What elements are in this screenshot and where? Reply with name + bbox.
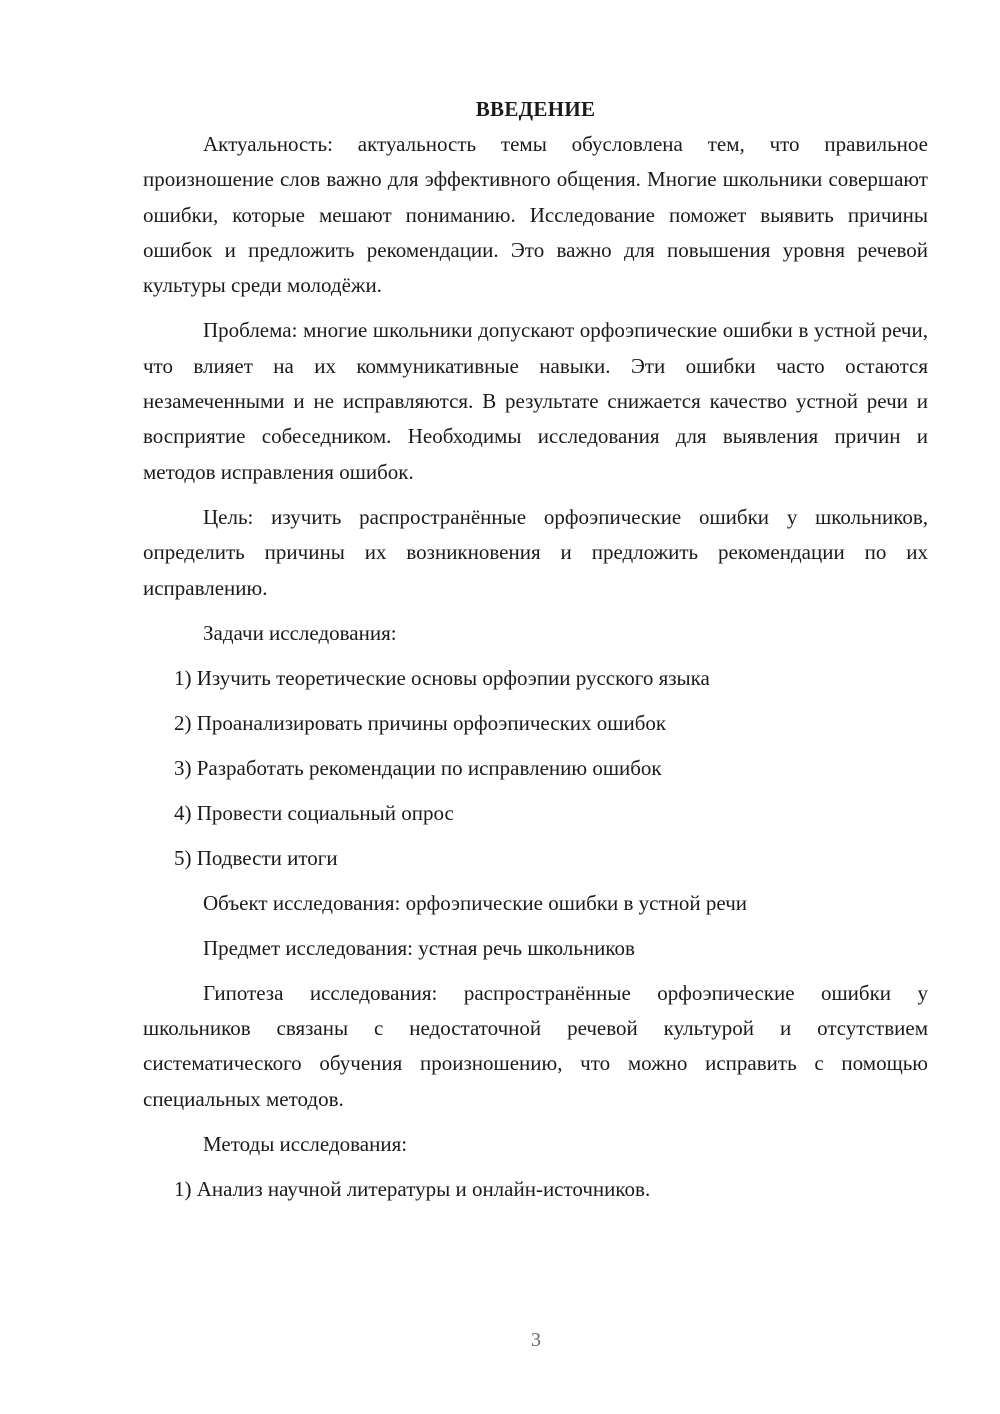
page-number: 3 xyxy=(531,1329,541,1351)
research-subject: Предмет исследования: устная речь школьников xyxy=(203,935,635,960)
task-item-1: 1) Изучить теоретические основы орфоэпии русского языка xyxy=(174,665,710,690)
relevance-paragraph: Актуальность: актуальность темы обусловлена тем, что правильное произношение слов важно для эффективного общения. Многие школьники совершают ошибки, которые мешают пониманию. Исследование поможет выявить причины ошибок и предложить рекомендации. Это важно для повышения уровня речевой культуры среди молодёжи. xyxy=(143,132,928,298)
method-item-1: 1) Анализ научной литературы и онлайн-источников. xyxy=(174,1177,651,1202)
document-page xyxy=(143,92,928,1207)
task-item-5: 5) Подвести итоги xyxy=(174,845,338,870)
hypothesis-paragraph: Гипотеза исследования: распространённые орфоэпические ошибки у школьников связаны с недостаточной речевой культурой и отсутствием систематического обучения произношению, что можно исправить с помощью специальных методов. xyxy=(143,980,928,1111)
tasks-heading: Задачи исследования: xyxy=(203,620,397,645)
task-item-4: 4) Провести социальный опрос xyxy=(174,800,454,825)
task-item-3: 3) Разработать рекомендации по исправлению ошибок xyxy=(174,755,662,780)
methods-heading: Методы исследования: xyxy=(203,1132,408,1157)
research-object: Объект исследования: орфоэпические ошибки в устной речи xyxy=(203,890,747,915)
page-title: ВВЕДЕНИЕ xyxy=(475,97,596,121)
problem-paragraph: Проблема: многие школьники допускают орфоэпические ошибки в устной речи, что влияет на их коммуникативные навыки. Эти ошибки часто остаются незамеченными и не исправляются. В результате снижается качество устной речи и восприятие собеседником. Необходимы исследования для выявления причин и методов исправления ошибок. xyxy=(143,318,928,484)
goal-paragraph: Цель: изучить распространённые орфоэпические ошибки у школьников, определить причины их возникновения и предложить рекомендации по их исправлению. xyxy=(143,504,928,600)
task-item-2: 2) Проанализировать причины орфоэпических ошибок xyxy=(174,710,667,735)
